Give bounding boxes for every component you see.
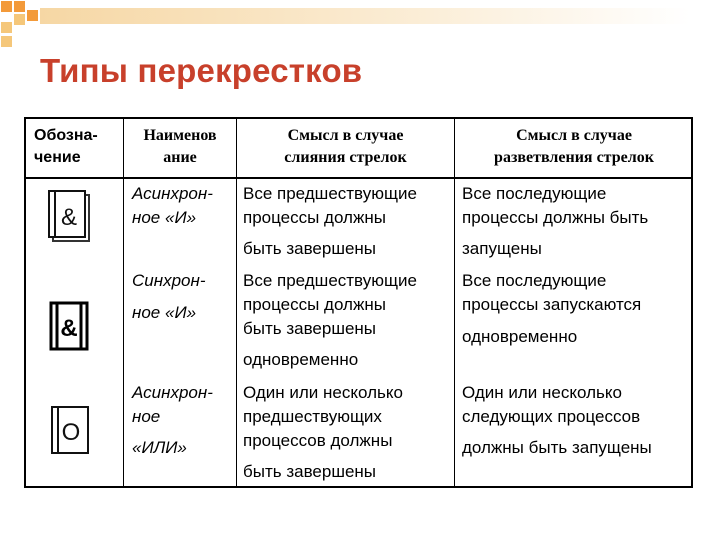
row1-merge: Все предшествующие — [243, 184, 417, 203]
corner-square — [14, 1, 25, 12]
column-divider — [454, 119, 455, 486]
header-gradient-bar — [40, 8, 690, 24]
row1-name: ное «И» — [132, 208, 197, 227]
header-divider — [26, 177, 691, 179]
async-and-junction-icon — [45, 189, 93, 245]
row3-merge: быть завершены — [243, 462, 377, 481]
row2-merge: процессы должны — [243, 295, 386, 314]
junction-symbol-label: O — [61, 419, 81, 446]
junction-symbol-label: & — [60, 204, 78, 231]
row3-branch: должны быть запущены — [462, 438, 652, 457]
header-name: Наименов ание — [143, 127, 217, 166]
row2-merge: быть завершены — [243, 319, 377, 338]
page-title: Типы перекрестков — [40, 52, 363, 89]
row3-name: Асинхрон- — [132, 383, 213, 402]
row2-branch: Все последующие — [462, 271, 607, 290]
corner-square — [27, 10, 38, 21]
row3-name: «ИЛИ» — [132, 438, 187, 457]
sync-and-junction-icon — [45, 299, 93, 355]
corner-square — [1, 36, 12, 47]
column-divider — [236, 119, 237, 486]
row1-merge: процессы должны — [243, 208, 386, 227]
row3-branch: Один или несколько — [462, 383, 622, 402]
row3-name: ное — [132, 407, 161, 426]
row2-name: ное «И» — [132, 303, 197, 322]
row2-merge: Все предшествующие — [243, 271, 417, 290]
row3-merge: предшествующих — [243, 407, 382, 426]
row1-branch: запущены — [462, 239, 542, 258]
junction-symbol-label: & — [60, 315, 78, 342]
header-merge-meaning: Смысл в случае слияния стрелок — [284, 127, 407, 166]
corner-square — [1, 22, 12, 33]
header-symbol: Обозна- чение — [34, 127, 98, 166]
row3-merge: процессов должны — [243, 431, 393, 450]
junction-types-table — [24, 117, 693, 488]
header-branch-meaning: Смысл в случае разветвления стрелок — [494, 127, 654, 166]
async-or-junction-icon — [46, 403, 94, 459]
row2-branch: процессы запускаются — [462, 295, 642, 314]
row1-name: Асинхрон- — [132, 184, 213, 203]
row1-merge: быть завершены — [243, 239, 377, 258]
row2-name: Синхрон- — [132, 271, 206, 290]
row1-branch: Все последующие — [462, 184, 607, 203]
row2-merge: одновременно — [243, 350, 359, 369]
column-divider — [123, 119, 124, 486]
corner-square — [14, 14, 25, 25]
row3-branch: следующих процессов — [462, 407, 641, 426]
row2-branch: одновременно — [462, 327, 578, 346]
row1-branch: процессы должны быть — [462, 208, 649, 227]
row3-merge: Один или несколько — [243, 383, 403, 402]
corner-square — [1, 1, 12, 12]
